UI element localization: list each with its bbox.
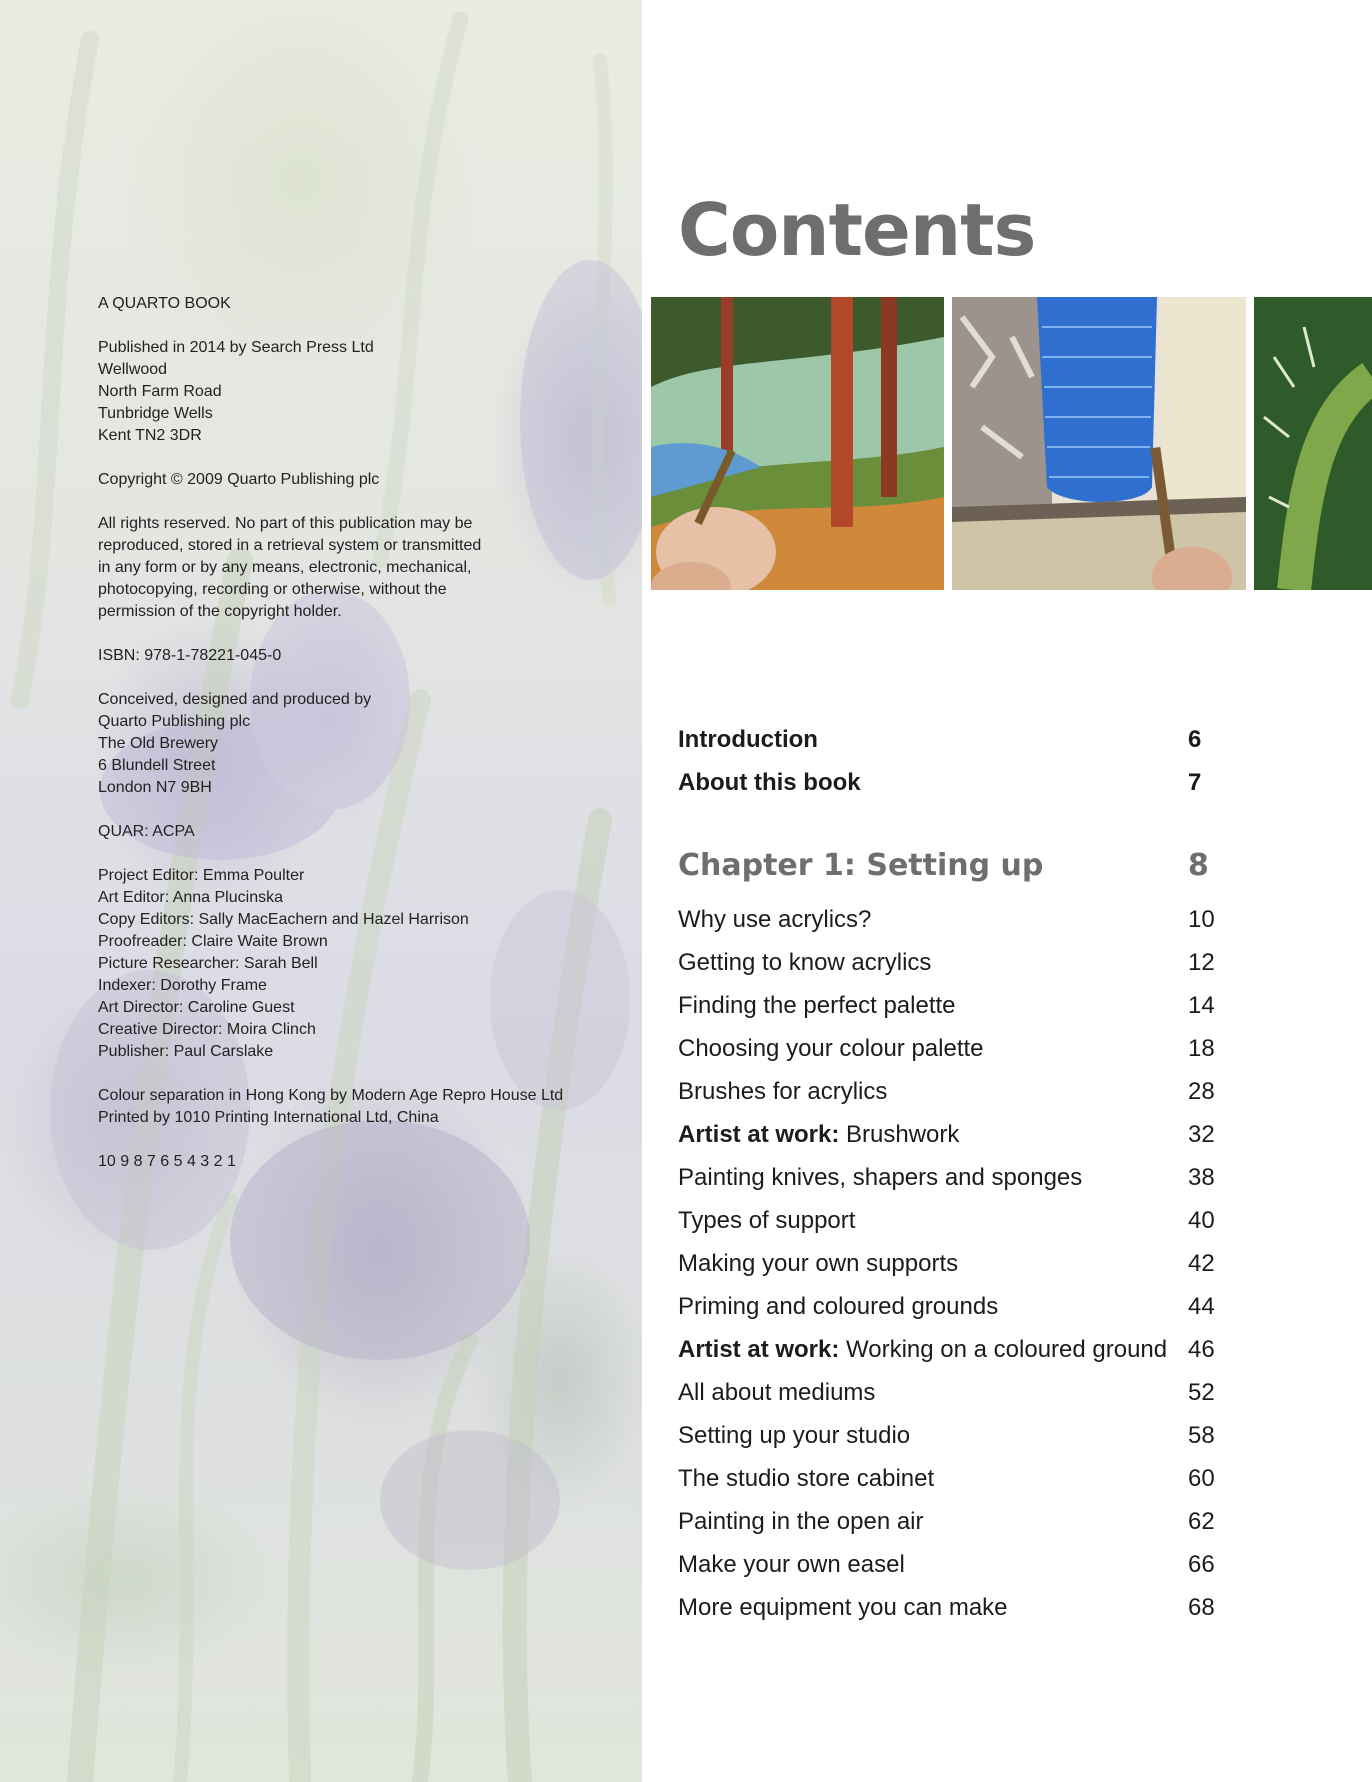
imprint-line: Conceived, designed and produced by bbox=[98, 691, 372, 708]
toc-entry[interactable] bbox=[678, 1078, 1218, 1112]
toc-page-number: 38 bbox=[1188, 1164, 1215, 1191]
toc-page-number: 28 bbox=[1188, 1078, 1215, 1105]
imprint-line: ISBN: 978-1-78221-045-0 bbox=[98, 647, 282, 664]
toc-page-number: 58 bbox=[1188, 1422, 1215, 1449]
imprint-line: All rights reserved. No part of this publication may be bbox=[98, 515, 473, 532]
imprint-spacer bbox=[98, 447, 618, 469]
toc-page-number: 12 bbox=[1188, 949, 1215, 976]
imprint-line: North Farm Road bbox=[98, 383, 222, 400]
imprint-line: Copyright © 2009 Quarto Publishing plc bbox=[98, 471, 380, 488]
toc-page-number: 44 bbox=[1188, 1293, 1215, 1320]
imprint-text bbox=[98, 293, 618, 1173]
toc-entry[interactable] bbox=[678, 949, 1218, 983]
imprint-line: Printed by 1010 Printing International Ltd, China bbox=[98, 1109, 439, 1126]
toc-page-number: 14 bbox=[1188, 992, 1215, 1019]
imprint-line: Picture Researcher: Sarah Bell bbox=[98, 955, 318, 972]
toc-chapter-heading[interactable] bbox=[678, 848, 1218, 882]
toc-page-number: 62 bbox=[1188, 1508, 1215, 1535]
toc-entry-title: Making your own supports bbox=[678, 1250, 959, 1277]
toc-entry[interactable] bbox=[678, 992, 1218, 1026]
toc-entry[interactable] bbox=[678, 1121, 1218, 1155]
toc-page-number: 60 bbox=[1188, 1465, 1215, 1492]
toc-entry-title: All about mediums bbox=[678, 1379, 876, 1406]
toc-entry-title: Painting knives, shapers and sponges bbox=[678, 1164, 1083, 1191]
imprint-line: Creative Director: Moira Clinch bbox=[98, 1021, 316, 1038]
toc-entry[interactable] bbox=[678, 1207, 1218, 1241]
toc-entry-title: Setting up your studio bbox=[678, 1422, 911, 1449]
toc-entry-title: The studio store cabinet bbox=[678, 1465, 935, 1492]
imprint-line: in any form or by any means, electronic, mechanical, bbox=[98, 559, 472, 576]
imprint-line: photocopying, recording or otherwise, without the bbox=[98, 581, 447, 598]
toc-entry-title: Brushes for acrylics bbox=[678, 1078, 888, 1105]
imprint-line: Published in 2014 by Search Press Ltd bbox=[98, 339, 374, 356]
imprint-line: Indexer: Dorothy Frame bbox=[98, 977, 267, 994]
imprint-line: QUAR: ACPA bbox=[98, 823, 195, 840]
toc-entry-title: Artist at work: Working on a coloured ground bbox=[678, 1336, 1168, 1363]
toc-entry-front-matter[interactable] bbox=[678, 769, 1218, 803]
imprint-spacer bbox=[98, 1129, 618, 1151]
toc-entry-front-matter[interactable] bbox=[678, 726, 1218, 760]
toc-entry[interactable] bbox=[678, 1422, 1218, 1456]
toc-entry-title: Finding the perfect palette bbox=[678, 992, 956, 1019]
imprint-line: Tunbridge Wells bbox=[98, 405, 213, 422]
toc-page-number: 66 bbox=[1188, 1551, 1215, 1578]
toc-page-number: 40 bbox=[1188, 1207, 1215, 1234]
imprint-line: A QUARTO BOOK bbox=[98, 295, 231, 312]
imprint-spacer bbox=[98, 491, 618, 513]
painting-photo-green-stem bbox=[1254, 297, 1372, 590]
imprint-spacer bbox=[98, 667, 618, 689]
imprint-line: permission of the copyright holder. bbox=[98, 603, 342, 620]
imprint-line: Proofreader: Claire Waite Brown bbox=[98, 933, 328, 950]
toc-page-number: 68 bbox=[1188, 1594, 1215, 1621]
toc-entry[interactable] bbox=[678, 1035, 1218, 1069]
toc-entry[interactable] bbox=[678, 1250, 1218, 1284]
toc-entry[interactable] bbox=[678, 906, 1218, 940]
toc-page-number: 6 bbox=[1188, 726, 1202, 753]
toc-page-number: 46 bbox=[1188, 1336, 1215, 1363]
toc-entry-title: Types of support bbox=[678, 1207, 856, 1234]
toc-page-number: 52 bbox=[1188, 1379, 1215, 1406]
toc-page-number: 18 bbox=[1188, 1035, 1215, 1062]
toc-entry[interactable] bbox=[678, 1594, 1218, 1628]
imprint-line: 6 Blundell Street bbox=[98, 757, 216, 774]
imprint-line: Kent TN2 3DR bbox=[98, 427, 202, 444]
toc-entry[interactable] bbox=[678, 1508, 1218, 1542]
imprint-line: Wellwood bbox=[98, 361, 168, 378]
toc-entry[interactable] bbox=[678, 1293, 1218, 1327]
toc-page-number: 42 bbox=[1188, 1250, 1215, 1277]
toc-entry[interactable] bbox=[678, 1336, 1218, 1370]
imprint-line: Publisher: Paul Carslake bbox=[98, 1043, 274, 1060]
imprint-line: reproduced, stored in a retrieval system or transmitted bbox=[98, 537, 482, 554]
imprint-spacer bbox=[98, 843, 618, 865]
toc-entry-title: Artist at work: Brushwork bbox=[678, 1121, 960, 1148]
toc-entry[interactable] bbox=[678, 1164, 1218, 1198]
imprint-line: Art Director: Caroline Guest bbox=[98, 999, 295, 1016]
imprint-spacer bbox=[98, 799, 618, 821]
imprint-spacer bbox=[98, 315, 618, 337]
imprint-line: Quarto Publishing plc bbox=[98, 713, 251, 730]
imprint-spacer bbox=[98, 623, 618, 645]
toc-entry-title: Introduction bbox=[678, 726, 818, 753]
imprint-line: Project Editor: Emma Poulter bbox=[98, 867, 305, 884]
toc-entry[interactable] bbox=[678, 1551, 1218, 1585]
toc-page-number: 7 bbox=[1188, 769, 1202, 796]
toc-entry-title: More equipment you can make bbox=[678, 1594, 1008, 1621]
imprint-panel bbox=[0, 0, 642, 1782]
toc-page-number: 32 bbox=[1188, 1121, 1215, 1148]
toc-entry[interactable] bbox=[678, 1379, 1218, 1413]
imprint-line: 10 9 8 7 6 5 4 3 2 1 bbox=[98, 1153, 236, 1170]
toc-entry-title: Why use acrylics? bbox=[678, 906, 872, 933]
table-of-contents bbox=[678, 0, 1238, 1782]
toc-entry-title: Painting in the open air bbox=[678, 1508, 924, 1535]
imprint-spacer bbox=[98, 1063, 618, 1085]
toc-entry-title: About this book bbox=[678, 769, 861, 796]
imprint-line: Colour separation in Hong Kong by Modern Age Repro House Ltd bbox=[98, 1087, 564, 1104]
toc-page-number: 10 bbox=[1188, 906, 1215, 933]
toc-entry[interactable] bbox=[678, 1465, 1218, 1499]
toc-page-number: 8 bbox=[1188, 848, 1209, 883]
page-title: Contents bbox=[678, 188, 1036, 272]
toc-entry-title: Priming and coloured grounds bbox=[678, 1293, 999, 1320]
toc-entry-title: Make your own easel bbox=[678, 1551, 905, 1578]
imprint-line: London N7 9BH bbox=[98, 779, 212, 796]
toc-entry-title: Choosing your colour palette bbox=[678, 1035, 984, 1062]
imprint-line: The Old Brewery bbox=[98, 735, 219, 752]
imprint-line: Art Editor: Anna Plucinska bbox=[98, 889, 283, 906]
imprint-line: Copy Editors: Sally MacEachern and Hazel Harrison bbox=[98, 911, 469, 928]
toc-entry-title: Chapter 1: Setting up bbox=[678, 848, 1044, 883]
toc-entry-title: Getting to know acrylics bbox=[678, 949, 932, 976]
